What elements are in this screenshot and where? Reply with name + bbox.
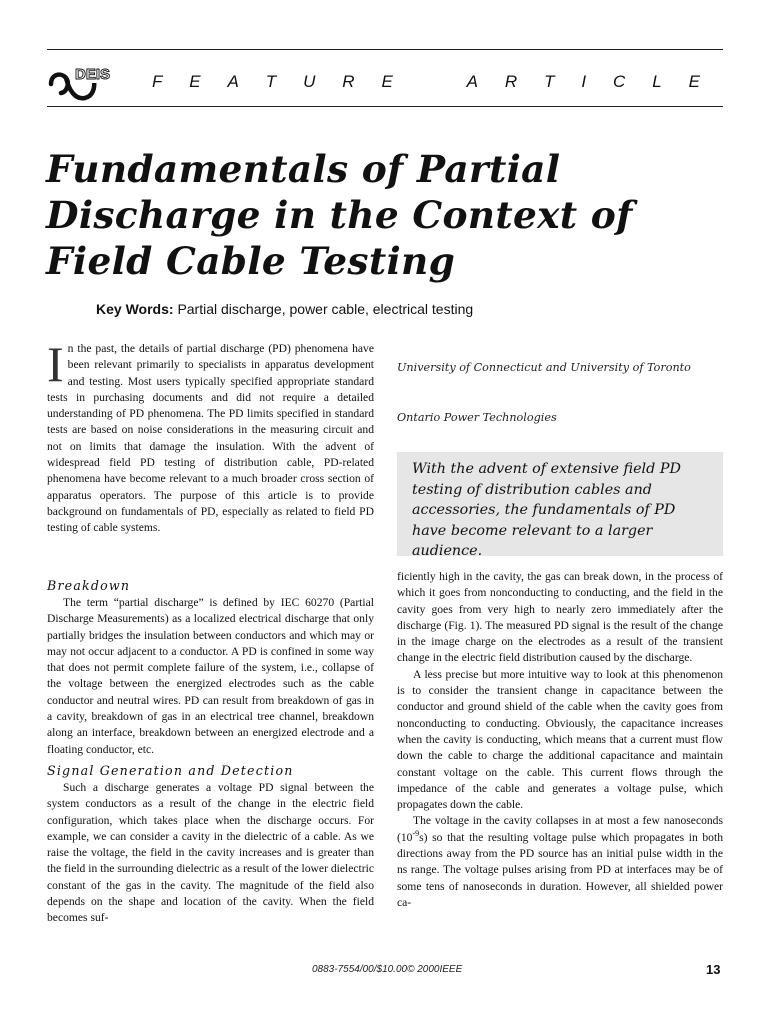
body-paragraph: The term “partial discharge” is defined by IEC 60270 (Partial Discharge Measurements) as a localized electrical discharge that only partially bridges the insulation between conductors and which may or may not occur adjacent to a conductor. A PD is confined in some way that does not permit complete failure of the system, i.e., collapse of the voltage between the energized electrodes such as the cable conductor and neutral wires. PD can result from breakdown of gas in a cavity, breakdown of gas in an electrical tree channel, breakdown along an interface, breakdown between an energized electrode and a floating conductor, etc.: [47, 596, 374, 756]
body-paragraph: [397, 813, 723, 911]
header-top-rule: [47, 49, 723, 50]
keywords: [96, 301, 473, 317]
section-label-letter: E: [189, 72, 201, 91]
section-label-gap: [420, 72, 440, 92]
article-title: [46, 146, 706, 284]
title-line: Field Cable Testing: [46, 239, 456, 283]
section-label-letter: F: [152, 72, 163, 91]
right-column: [397, 569, 723, 911]
body-paragraph: A less precise but more intuitive way to look at this phenomenon is to consider the transient change in capacitance between the conductor and ground shield of the cable when the cavity goes from nonconducting to conducting. Obviously, the capacitance increases when the cavity is conducting, which means that a current must flow down the cable to charge the additional capacitance and maintain constant voltage on the cable. This current flows through the impedance of the cable and generates a voltage pulse, which propagates down the cable.: [397, 667, 723, 812]
superscript: -9: [412, 828, 420, 838]
body-paragraph: ficiently high in the cavity, the gas can break down, in the process of which it goes from nonconducting to conducting, and the field in the cavity goes from very high to nearly zero immediately after the discharge (Fig. 1). The measured PD signal is the result of the change in the image charge on the electrodes as a result of the transient change in the electric field distribution caused by the discharge.: [397, 570, 723, 665]
pull-quote: With the advent of extensive field PD testing of distribution cables and accessories, the fundamentals of PD have become relevant to a larger audience.: [397, 452, 723, 556]
intro-paragraph: [47, 336, 374, 537]
text-run: s) so that the resulting voltage pulse which propagates in both directions away from the PD source has an initial pulse width in the ns range. The voltage pulses arising from PD at interfaces may be of some tens of nanoseconds in duration. However, all shielded power ca-: [397, 830, 723, 909]
section-heading-breakdown: Breakdown: [47, 578, 131, 593]
footer-copyright-code: 0883-7554/00/$10.00© 2000IEEE: [312, 964, 463, 975]
section-label: [152, 72, 700, 92]
keywords-label: Key Words:: [96, 301, 174, 317]
section-label-letter: E: [381, 72, 393, 91]
section-label-letter: T: [544, 72, 555, 91]
section-label-letter: T: [265, 72, 277, 91]
title-line: Discharge in the Context of: [46, 193, 633, 237]
text-run: The voltage in the cavity collapses in at most a few nanoseconds (10: [397, 814, 723, 844]
affiliation: Ontario Power Technologies: [397, 411, 557, 424]
section-label-letter: R: [342, 72, 355, 91]
drop-cap: I: [47, 336, 64, 392]
section-label-letter: A: [227, 72, 239, 91]
deis-logo-icon: [47, 60, 122, 102]
section-label-letter: A: [466, 72, 478, 91]
keywords-text: Partial discharge, power cable, electrical testing: [177, 301, 474, 317]
section-label-letter: U: [303, 72, 316, 91]
page-number: 13: [706, 962, 721, 977]
svg-text:DEIS: DEIS: [75, 66, 111, 83]
section-label-letter: I: [581, 72, 587, 91]
section-label-letter: L: [652, 72, 662, 91]
section-label-letter: C: [613, 72, 626, 91]
section-label-letter: E: [688, 72, 700, 91]
left-column: [47, 577, 374, 927]
section-heading-signal: Signal Generation and Detection: [47, 762, 294, 778]
header-bottom-rule: [47, 106, 723, 107]
title-line: Fundamentals of Partial: [46, 147, 561, 191]
intro-text: n the past, the details of partial discharge (PD) phenomena have been relevant primarily to specialists in apparatus development and testing. Most users typically specified appropriate standard tests in purchasing documents and did not require a detailed understanding of PD phenomena. The PD limits specified in standard tests are based on noise considerations in the measuring circuit and not on limits that damage the insulation. With the advent of widespread field PD testing of distribution cable, PD-related phenomena have become relevant to a much broader cross section of apparatus operators. The purpose of this article is to provide background on fundamentals of PD, especially as related to field PD testing of cable systems.: [47, 342, 374, 535]
section-label-letter: R: [504, 72, 518, 91]
affiliation: University of Connecticut and University of Toronto: [397, 361, 691, 374]
body-paragraph: Such a discharge generates a voltage PD signal between the system conductors as a result of the change in the electric field configuration, which takes place when the discharge occurs. For example, we can consider a cavity in the dielectric of a cable. As we raise the voltage, the field in the cavity increases and is greater than the field in the surrounding dielectric as a result of the lower dielectric constant of the gas in the cavity. The magnitude of the field also depends on the shape and location of the cavity. When the field becomes suf-: [47, 780, 374, 925]
